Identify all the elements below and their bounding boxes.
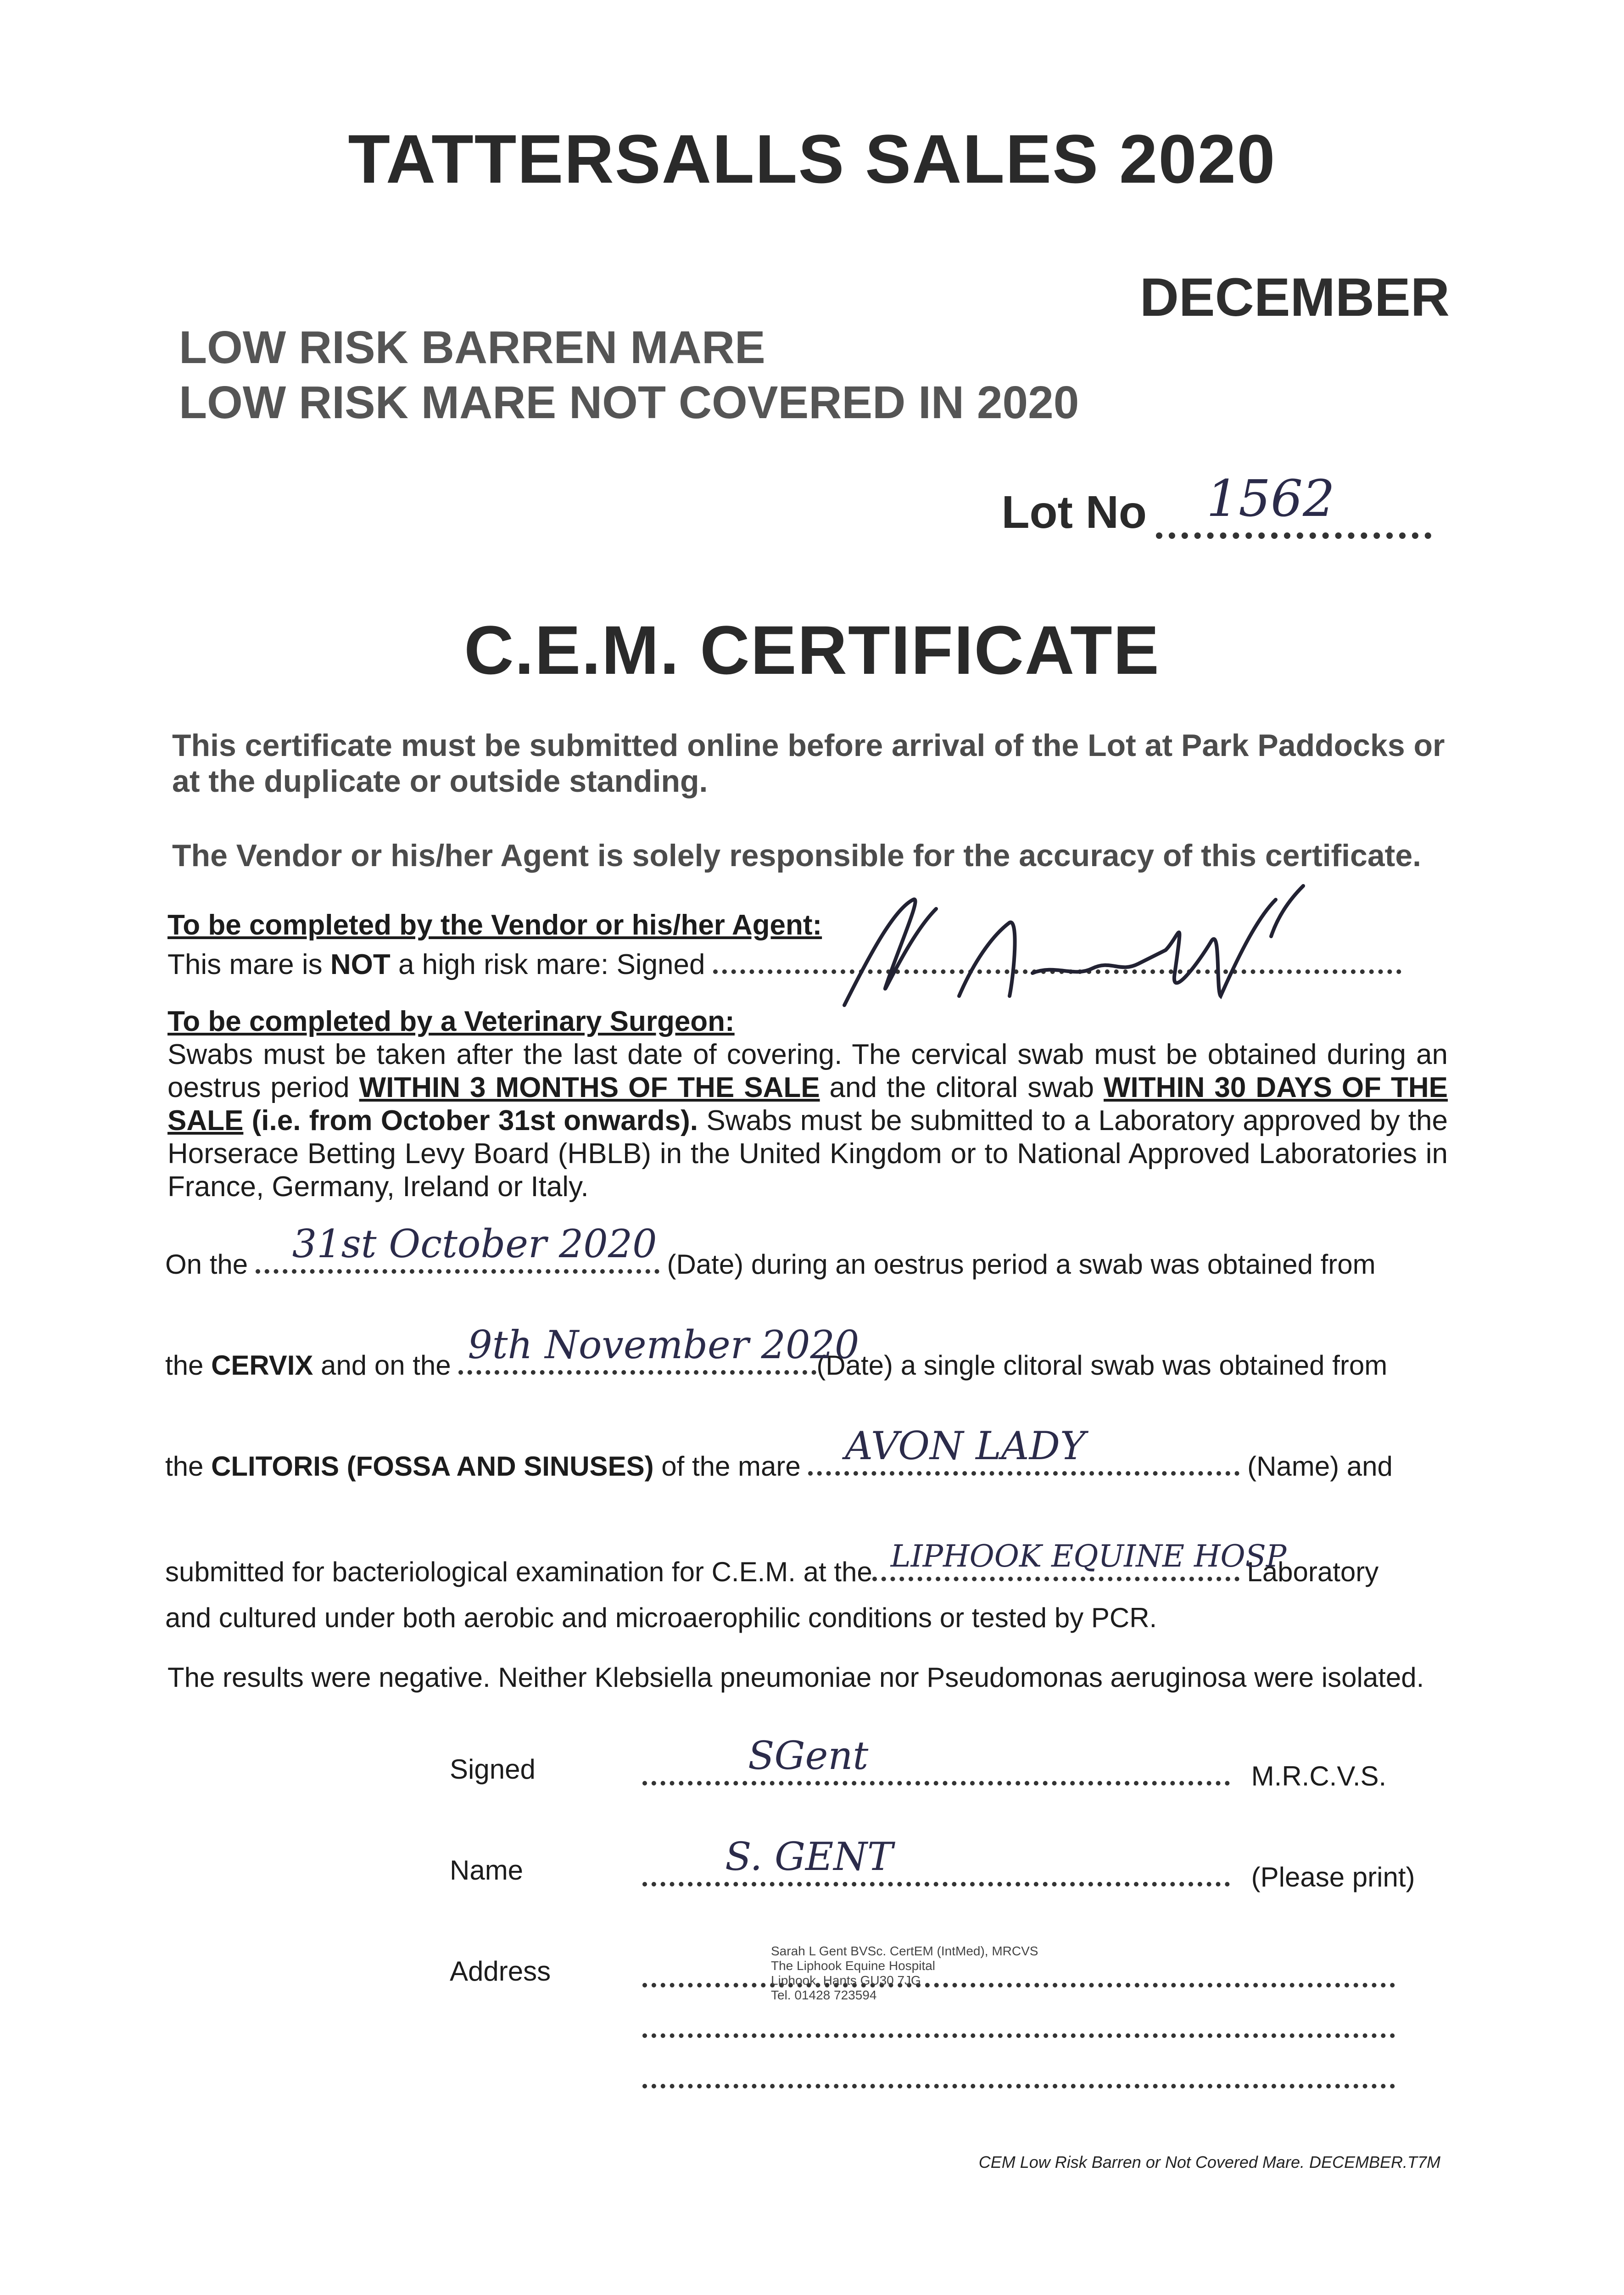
results-line: The results were negative. Neither Klebsiella pneumoniae nor Pseudomonas aeruginosa were isolated. [167, 1662, 1424, 1693]
clitoral-date-field [458, 1322, 859, 1375]
vet-instructions: Swabs must be taken after the last date of covering. The cervical swab must be obtained during an oestrus period WITHIN 3 MONTHS OF THE SALE and the clitoral swab WITHIN 30 DAYS OF THE SALE (i.e. from October 31st onwards). Swabs must be submitted to a Laboratory approved by the Horserace Betting Levy Board (HBLB) in the United Kingdom or to National Approved Laboratories in France, Germany, Ireland or Italy. [167, 1039, 1448, 1203]
cultured-line: and cultured under both aerobic and microaerophilic conditions or tested by PCR. [165, 1602, 1157, 1633]
category-line-2: LOW RISK MARE NOT COVERED IN 2020 [179, 377, 1079, 428]
mare-name-value: AVON LADY [845, 1423, 1086, 1468]
vet-name-row [642, 1834, 1415, 1893]
cervix-date-line: On the 31st October 2020 (Date) during an oestrus period a swab was obtained from [165, 1221, 1376, 1280]
sale-month: DECEMBER [1139, 267, 1450, 328]
vendor-signature [817, 881, 1367, 1019]
laboratory-value: LIPHOOK EQUINE HOSP [890, 1539, 1287, 1574]
clitoral-date-value: 9th November 2020 [468, 1322, 859, 1367]
mare-name-line: the CLITORIS (FOSSA AND SINUSES) of the mare AVON LADY (Name) and [165, 1423, 1393, 1482]
lot-number-value: 1562 [1206, 469, 1335, 528]
vet-name-label: Name [450, 1855, 524, 1886]
lot-label: Lot No [1001, 487, 1147, 538]
mare-name-field [808, 1423, 1239, 1476]
footer-reference: CEM Low Risk Barren or Not Covered Mare. DECEMBER.T7M [978, 2153, 1440, 2172]
document-title: TATTERSALLS SALES 2020 [348, 120, 1276, 197]
cervix-date-value: 31st October 2020 [292, 1221, 657, 1266]
laboratory-field [872, 1539, 1287, 1581]
vet-signed-row [642, 1733, 1387, 1792]
clitoral-date-line: the CERVIX and on the 9th November 2020 (Date) a single clitoral swab was obtained from [165, 1322, 1388, 1381]
lot-number-field [1156, 469, 1431, 539]
mrcvs-suffix: M.R.C.V.S. [1251, 1761, 1387, 1791]
intro-paragraph-2: The Vendor or his/her Agent is solely responsible for the accuracy of this certificate. [172, 838, 1422, 873]
vet-signature-value: SGent [748, 1733, 869, 1778]
vendor-statement: This mare is NOT a high risk mare: Signed [167, 942, 1448, 981]
vet-section [167, 1005, 1448, 1203]
vet-heading: To be completed by a Veterinary Surgeon: [167, 1006, 735, 1037]
address-stamp: Sarah L Gent BVSc. CertEM (IntMed), MRCVS The Liphook Equine Hospital Liphook, Hants GU30 7JG Tel. 01428 723594 [771, 1944, 1038, 2002]
category-line-1: LOW RISK BARREN MARE [179, 322, 765, 373]
intro-paragraph-1: This certificate must be submitted online before arrival of the Lot at Park Paddocks or at the duplicate or outside standing. [172, 728, 1445, 799]
vet-name-value: S. GENT [725, 1834, 893, 1879]
vet-signed-field [642, 1733, 1230, 1786]
vet-address-label: Address [450, 1956, 551, 1987]
certificate-heading: C.E.M. CERTIFICATE [464, 611, 1160, 688]
address-line-2 [642, 2006, 1395, 2044]
vendor-heading: To be completed by the Vendor or his/her Agent: [167, 909, 822, 941]
lot-number-row [1001, 469, 1431, 539]
please-print-suffix: (Please print) [1251, 1862, 1415, 1892]
cervix-date-field [256, 1221, 659, 1274]
address-line-3 [642, 2056, 1395, 2095]
vet-signed-label: Signed [450, 1754, 536, 1785]
vet-name-field [642, 1834, 1230, 1886]
laboratory-line: submitted for bacteriological examination for C.E.M. at the LIPHOOK EQUINE HOSP Laboratory [165, 1539, 1379, 1587]
